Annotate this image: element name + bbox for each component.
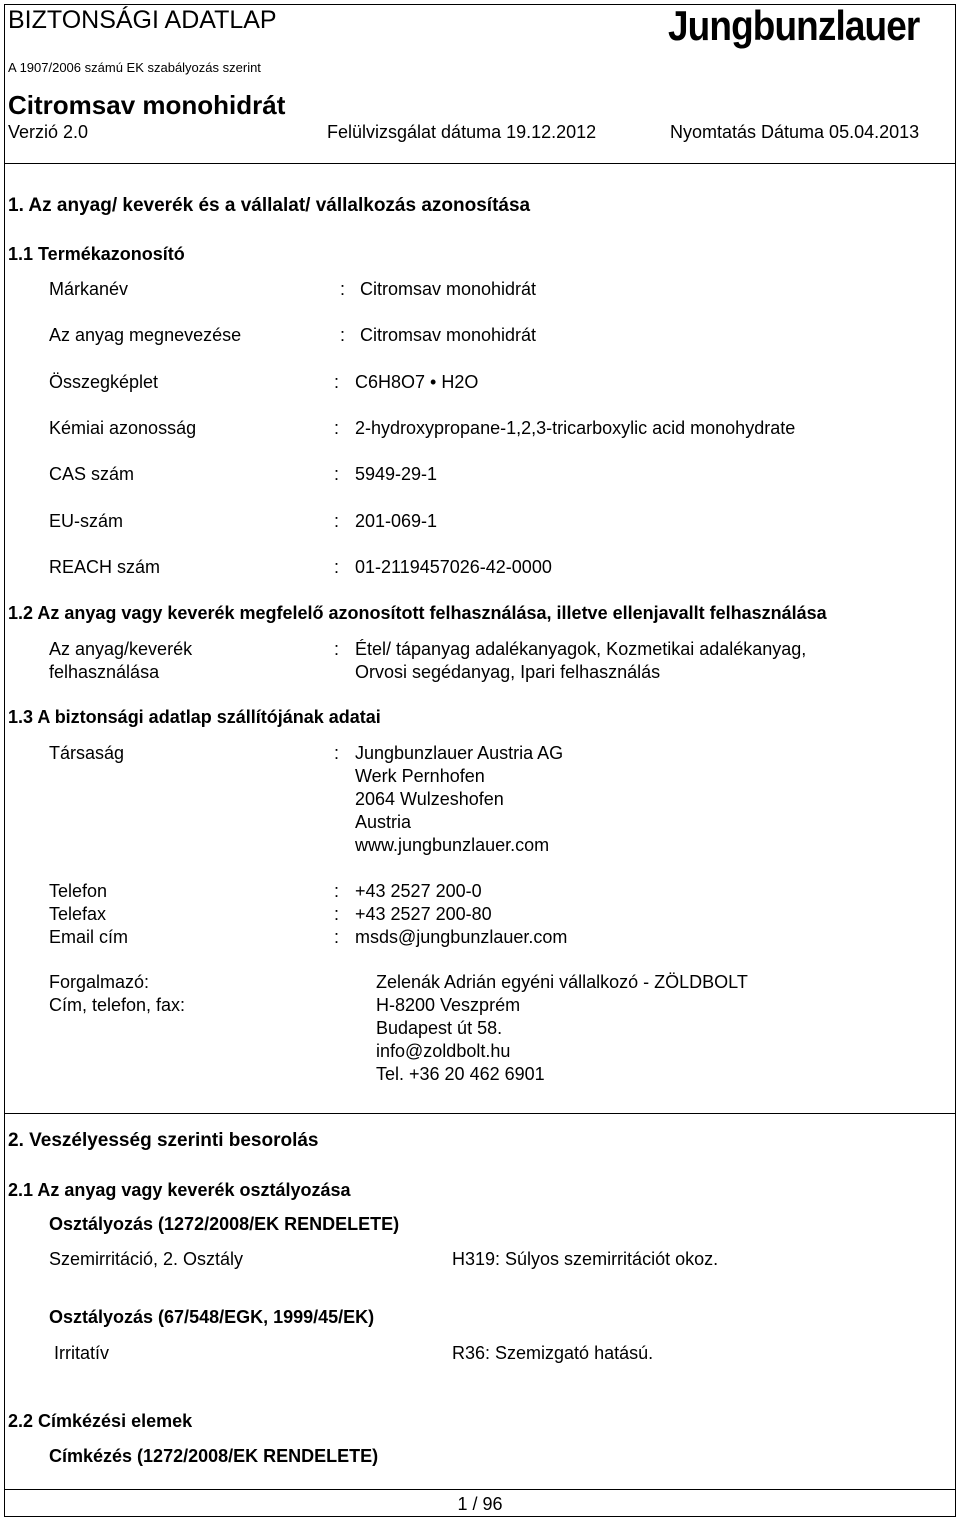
company-line: Austria bbox=[355, 812, 412, 832]
label-distributor-1: Forgalmazó: bbox=[49, 972, 150, 992]
label-phone: Telefon bbox=[49, 881, 108, 901]
label-cas: CAS szám bbox=[49, 464, 135, 484]
colon: : bbox=[334, 511, 340, 531]
product-name: Citromsav monohidrát bbox=[8, 90, 286, 120]
value-reach: 01-2119457026-42-0000 bbox=[355, 557, 552, 577]
label-use-1: Az anyag/keverék bbox=[49, 639, 193, 659]
colon: : bbox=[340, 279, 346, 299]
colon: : bbox=[334, 881, 340, 901]
distributor-phone: Tel. +36 20 462 6901 bbox=[376, 1064, 545, 1084]
distributor-line: Zelenák Adrián egyéni vállalkozó - ZÖLDBOLT bbox=[376, 972, 748, 992]
label-substance-name: Az anyag megnevezése bbox=[49, 325, 242, 345]
label-email: Email cím bbox=[49, 927, 129, 947]
value-use-2: Orvosi segédanyag, Ipari felhasználás bbox=[355, 662, 661, 682]
clp-statement: H319: Súlyos szemirritációt okoz. bbox=[452, 1249, 719, 1269]
document-title: BIZTONSÁGI ADATLAP bbox=[8, 6, 277, 34]
value-cas: 5949-29-1 bbox=[355, 464, 438, 484]
colon: : bbox=[334, 372, 340, 392]
subsection-2-2-title: 2.2 Címkézési elemek bbox=[8, 1411, 193, 1431]
clp-class: Szemirritáció, 2. Osztály bbox=[49, 1249, 244, 1269]
colon: : bbox=[334, 557, 340, 577]
section-1-title: 1. Az anyag/ keverék és a vállalat/ vállalkozás azonosítása bbox=[8, 195, 531, 216]
value-formula: C6H8O7 • H2O bbox=[355, 372, 479, 392]
company-line: 2064 Wulzeshofen bbox=[355, 789, 504, 809]
colon: : bbox=[334, 639, 340, 659]
page-number: 1 / 96 bbox=[457, 1494, 503, 1514]
company-line: Werk Pernhofen bbox=[355, 766, 485, 786]
label-company: Társaság bbox=[49, 743, 125, 763]
value-phone: +43 2527 200-0 bbox=[355, 881, 482, 901]
colon: : bbox=[340, 325, 346, 345]
distributor-line: H-8200 Veszprém bbox=[376, 995, 521, 1015]
label-use-2: felhasználása bbox=[49, 662, 160, 682]
version: Verzió 2.0 bbox=[8, 122, 89, 142]
print-date: Nyomtatás Dátuma 05.04.2013 bbox=[670, 122, 920, 142]
regulation-note: A 1907/2006 számú EK szabályozás szerint bbox=[8, 60, 261, 75]
subsection-1-1-title: 1.1 Termékazonosító bbox=[8, 244, 185, 264]
value-brand: Citromsav monohidrát bbox=[360, 279, 537, 299]
label-reach: REACH szám bbox=[49, 557, 161, 577]
colon: : bbox=[334, 743, 340, 763]
value-use-1: Étel/ tápanyag adalékanyagok, Kozmetikai adalékanyag, bbox=[355, 639, 807, 659]
subsection-2-1-title: 2.1 Az anyag vagy keverék osztályozása bbox=[8, 1180, 351, 1200]
labelling-heading: Címkézés (1272/2008/EK RENDELETE) bbox=[49, 1446, 379, 1466]
dsd-heading: Osztályozás (67/548/EGK, 1999/45/EK) bbox=[49, 1307, 375, 1327]
value-chemical-identity: 2-hydroxypropane-1,2,3-tricarboxylic acid monohydrate bbox=[355, 418, 796, 438]
jungbunzlauer-logo: Jungbunzlauer bbox=[668, 2, 920, 49]
distributor-email: info@zoldbolt.hu bbox=[376, 1041, 511, 1061]
label-brand: Márkanév bbox=[49, 279, 129, 299]
value-fax: +43 2527 200-80 bbox=[355, 904, 492, 924]
colon: : bbox=[334, 904, 340, 924]
clp-heading: Osztályozás (1272/2008/EK RENDELETE) bbox=[49, 1214, 400, 1234]
distributor-line: Budapest út 58. bbox=[376, 1018, 503, 1038]
subsection-1-3-title: 1.3 A biztonsági adatlap szállítójának adatai bbox=[8, 707, 381, 727]
label-distributor-2: Cím, telefon, fax: bbox=[49, 995, 186, 1015]
value-eu-number: 201-069-1 bbox=[355, 511, 438, 531]
footer-divider bbox=[4, 1489, 956, 1490]
dsd-class: Irritatív bbox=[54, 1343, 110, 1363]
value-email: msds@jungbunzlauer.com bbox=[355, 927, 568, 947]
dsd-statement: R36: Szemizgató hatású. bbox=[452, 1343, 654, 1363]
revision-date: Felülvizsgálat dátuma 19.12.2012 bbox=[327, 122, 597, 142]
colon: : bbox=[334, 927, 340, 947]
colon: : bbox=[334, 418, 340, 438]
header-divider bbox=[4, 163, 956, 164]
label-eu-number: EU-szám bbox=[49, 511, 124, 531]
subsection-1-2-title: 1.2 Az anyag vagy keverék megfelelő azonosított felhasználása, illetve ellenjavallt felhasználása bbox=[8, 603, 827, 623]
label-chemical-identity: Kémiai azonosság bbox=[49, 418, 197, 438]
label-fax: Telefax bbox=[49, 904, 107, 924]
section-2-title: 2. Veszélyesség szerinti besorolás bbox=[8, 1130, 319, 1151]
section-divider bbox=[4, 1113, 956, 1114]
value-substance-name: Citromsav monohidrát bbox=[360, 325, 537, 345]
company-website: www.jungbunzlauer.com bbox=[355, 835, 550, 855]
company-line: Jungbunzlauer Austria AG bbox=[355, 743, 564, 763]
label-formula: Összegképlet bbox=[49, 372, 159, 392]
colon: : bbox=[334, 464, 340, 484]
